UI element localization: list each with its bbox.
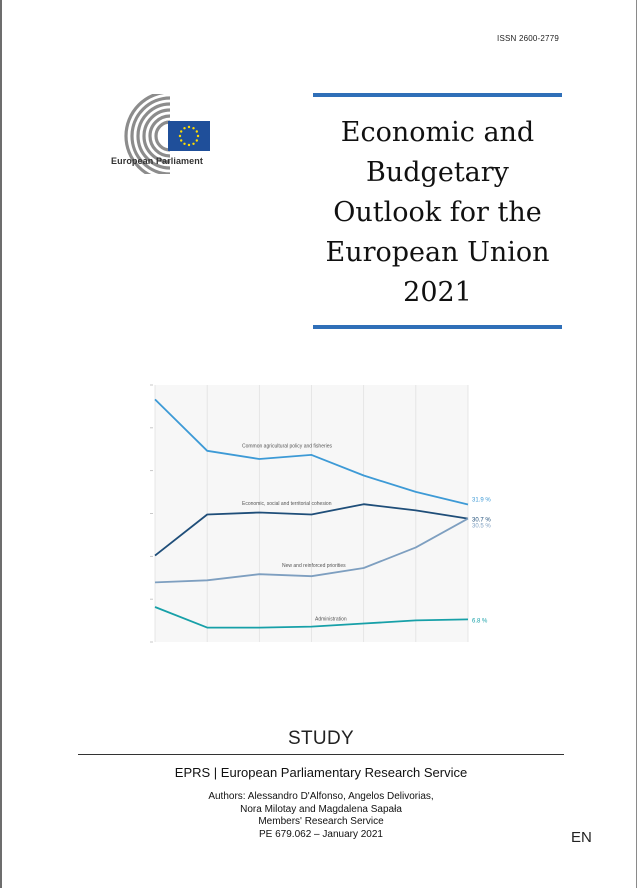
- eu-star: [196, 130, 198, 132]
- chart-end-label: 6.8 %: [472, 618, 488, 625]
- eu-star: [183, 127, 185, 129]
- eu-star: [192, 127, 194, 129]
- title-line: Economic and: [340, 117, 535, 148]
- authors-line: Authors: Alessandro D'Alfonso, Angelos Delivorias,: [208, 791, 434, 802]
- eu-star: [183, 143, 185, 145]
- chart-series-label: Economic, social and territorial cohesion: [242, 501, 332, 508]
- authors-block: [78, 791, 564, 841]
- title-line: 2021: [403, 277, 472, 308]
- logo-name: European Parliament: [111, 156, 203, 166]
- eu-flag: [168, 121, 210, 151]
- chart-end-label: 30.7 %: [472, 517, 491, 524]
- title-line: Outlook for the: [333, 197, 542, 228]
- title-rule-bottom: [313, 325, 562, 329]
- title-line: Budgetary: [366, 157, 509, 188]
- study-rule: [78, 754, 564, 755]
- language-code: EN: [571, 829, 592, 846]
- authors-line: Members' Research Service: [258, 816, 384, 827]
- authors-line: PE 679.062 – January 2021: [259, 828, 383, 840]
- title-rule-top: [313, 93, 562, 97]
- chart-series-label: Administration: [315, 616, 347, 623]
- study-label: STUDY: [288, 728, 354, 749]
- eu-star: [180, 130, 182, 132]
- eu-star: [188, 126, 190, 128]
- publisher-name: EPRS | European Parliamentary Research Service: [174, 765, 468, 780]
- title-line: European Union: [325, 237, 550, 268]
- eu-star: [196, 139, 198, 141]
- issn-number: ISSN 2600-2779: [497, 34, 559, 43]
- hemicycle-arc: [156, 122, 170, 150]
- eu-star: [179, 135, 181, 137]
- eu-star: [188, 144, 190, 146]
- authors-line: Nora Milotay and Magdalena Sapała: [240, 803, 402, 815]
- page-left-edge: [0, 0, 2, 888]
- eu-star: [192, 143, 194, 145]
- chart-end-label: 30.5 %: [472, 523, 491, 530]
- chart-series-label: New and reinforced priorities: [282, 563, 346, 569]
- chart-series-label: Common agricultural policy and fisheries: [242, 443, 333, 450]
- eu-star: [197, 135, 199, 137]
- cover-line-chart: [150, 380, 495, 645]
- chart-end-label: 31.9 %: [472, 497, 491, 504]
- document-title: [313, 113, 562, 313]
- eu-star: [180, 139, 182, 141]
